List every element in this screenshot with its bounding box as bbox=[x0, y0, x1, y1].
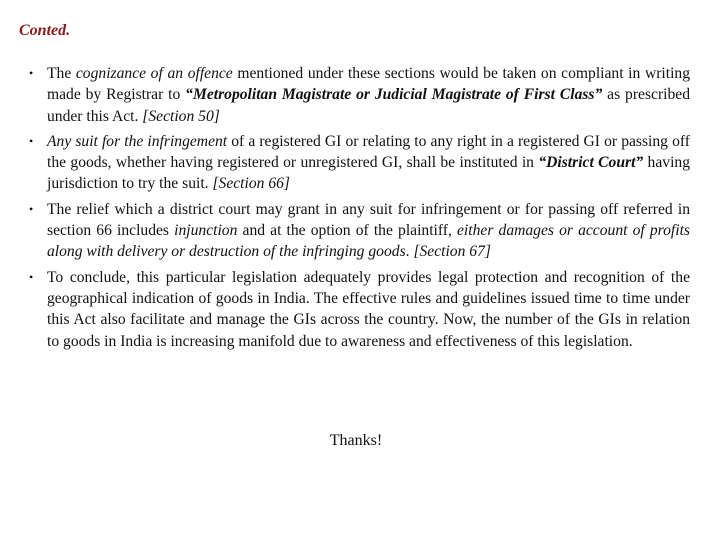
bullet-text: as prescribed under this Act. bbox=[47, 86, 690, 125]
bullet-text: The bbox=[47, 65, 76, 82]
bullet-relief bbox=[18, 199, 690, 263]
section-reference: [Section 67] bbox=[413, 243, 491, 261]
bullet-list bbox=[18, 63, 690, 356]
bullet-infringement-suit bbox=[18, 131, 690, 195]
italic-term: injunction bbox=[174, 222, 238, 240]
bullet-text: having jurisdiction to try the suit. bbox=[47, 154, 690, 193]
emphasis-term: “District Court” bbox=[538, 154, 644, 172]
bullet-dot: • bbox=[29, 269, 34, 284]
bullet-dot: • bbox=[29, 201, 34, 216]
section-reference: [Section 50] bbox=[142, 107, 220, 125]
bullet-text: The relief which a district court may grant in any suit for infringement or for passing off referred in section 66 includes bbox=[47, 200, 690, 240]
italic-term: either damages or account of profits along with delivery or destruction of the infringing goods bbox=[47, 222, 690, 261]
section-reference: [Section 66] bbox=[212, 175, 290, 193]
italic-term: cognizance of an offence bbox=[75, 65, 233, 82]
bullet-dot: • bbox=[29, 66, 34, 80]
bullet-cognizance bbox=[18, 63, 690, 127]
slide-title: Conted. bbox=[19, 22, 71, 39]
bullet-dot: • bbox=[29, 133, 34, 148]
emphasis-term: “Metropolitan Magistrate or Judicial Magistrate of First Class” bbox=[185, 86, 603, 104]
bullet-conclusion bbox=[18, 267, 690, 352]
italic-term: Any suit for the infringement bbox=[47, 132, 228, 150]
bullet-text: mentioned under these sections would be taken on compliant in writing made by Registrar to bbox=[47, 65, 690, 104]
bullet-text: . bbox=[405, 243, 414, 261]
bullet-text: and at the option of the plaintiff, bbox=[237, 222, 458, 240]
bullet-text: of a registered GI or relating to any right in a registered GI or passing off the goods, whether having registered or unregistered GI, shall be instituted in bbox=[47, 132, 690, 172]
closing-thanks: Thanks! bbox=[329, 432, 383, 449]
bullet-text: To conclude, this particular legislation adequately provides legal protection and recognition of the geographical indication of goods in India. The effective rules and guidelines issued time to time under this Act also facilitate and manage the GIs across the country. Now, the number of the GIs in relation to goods in India is increasing manifold due to awareness and effectiveness of this legislation. bbox=[47, 268, 690, 350]
